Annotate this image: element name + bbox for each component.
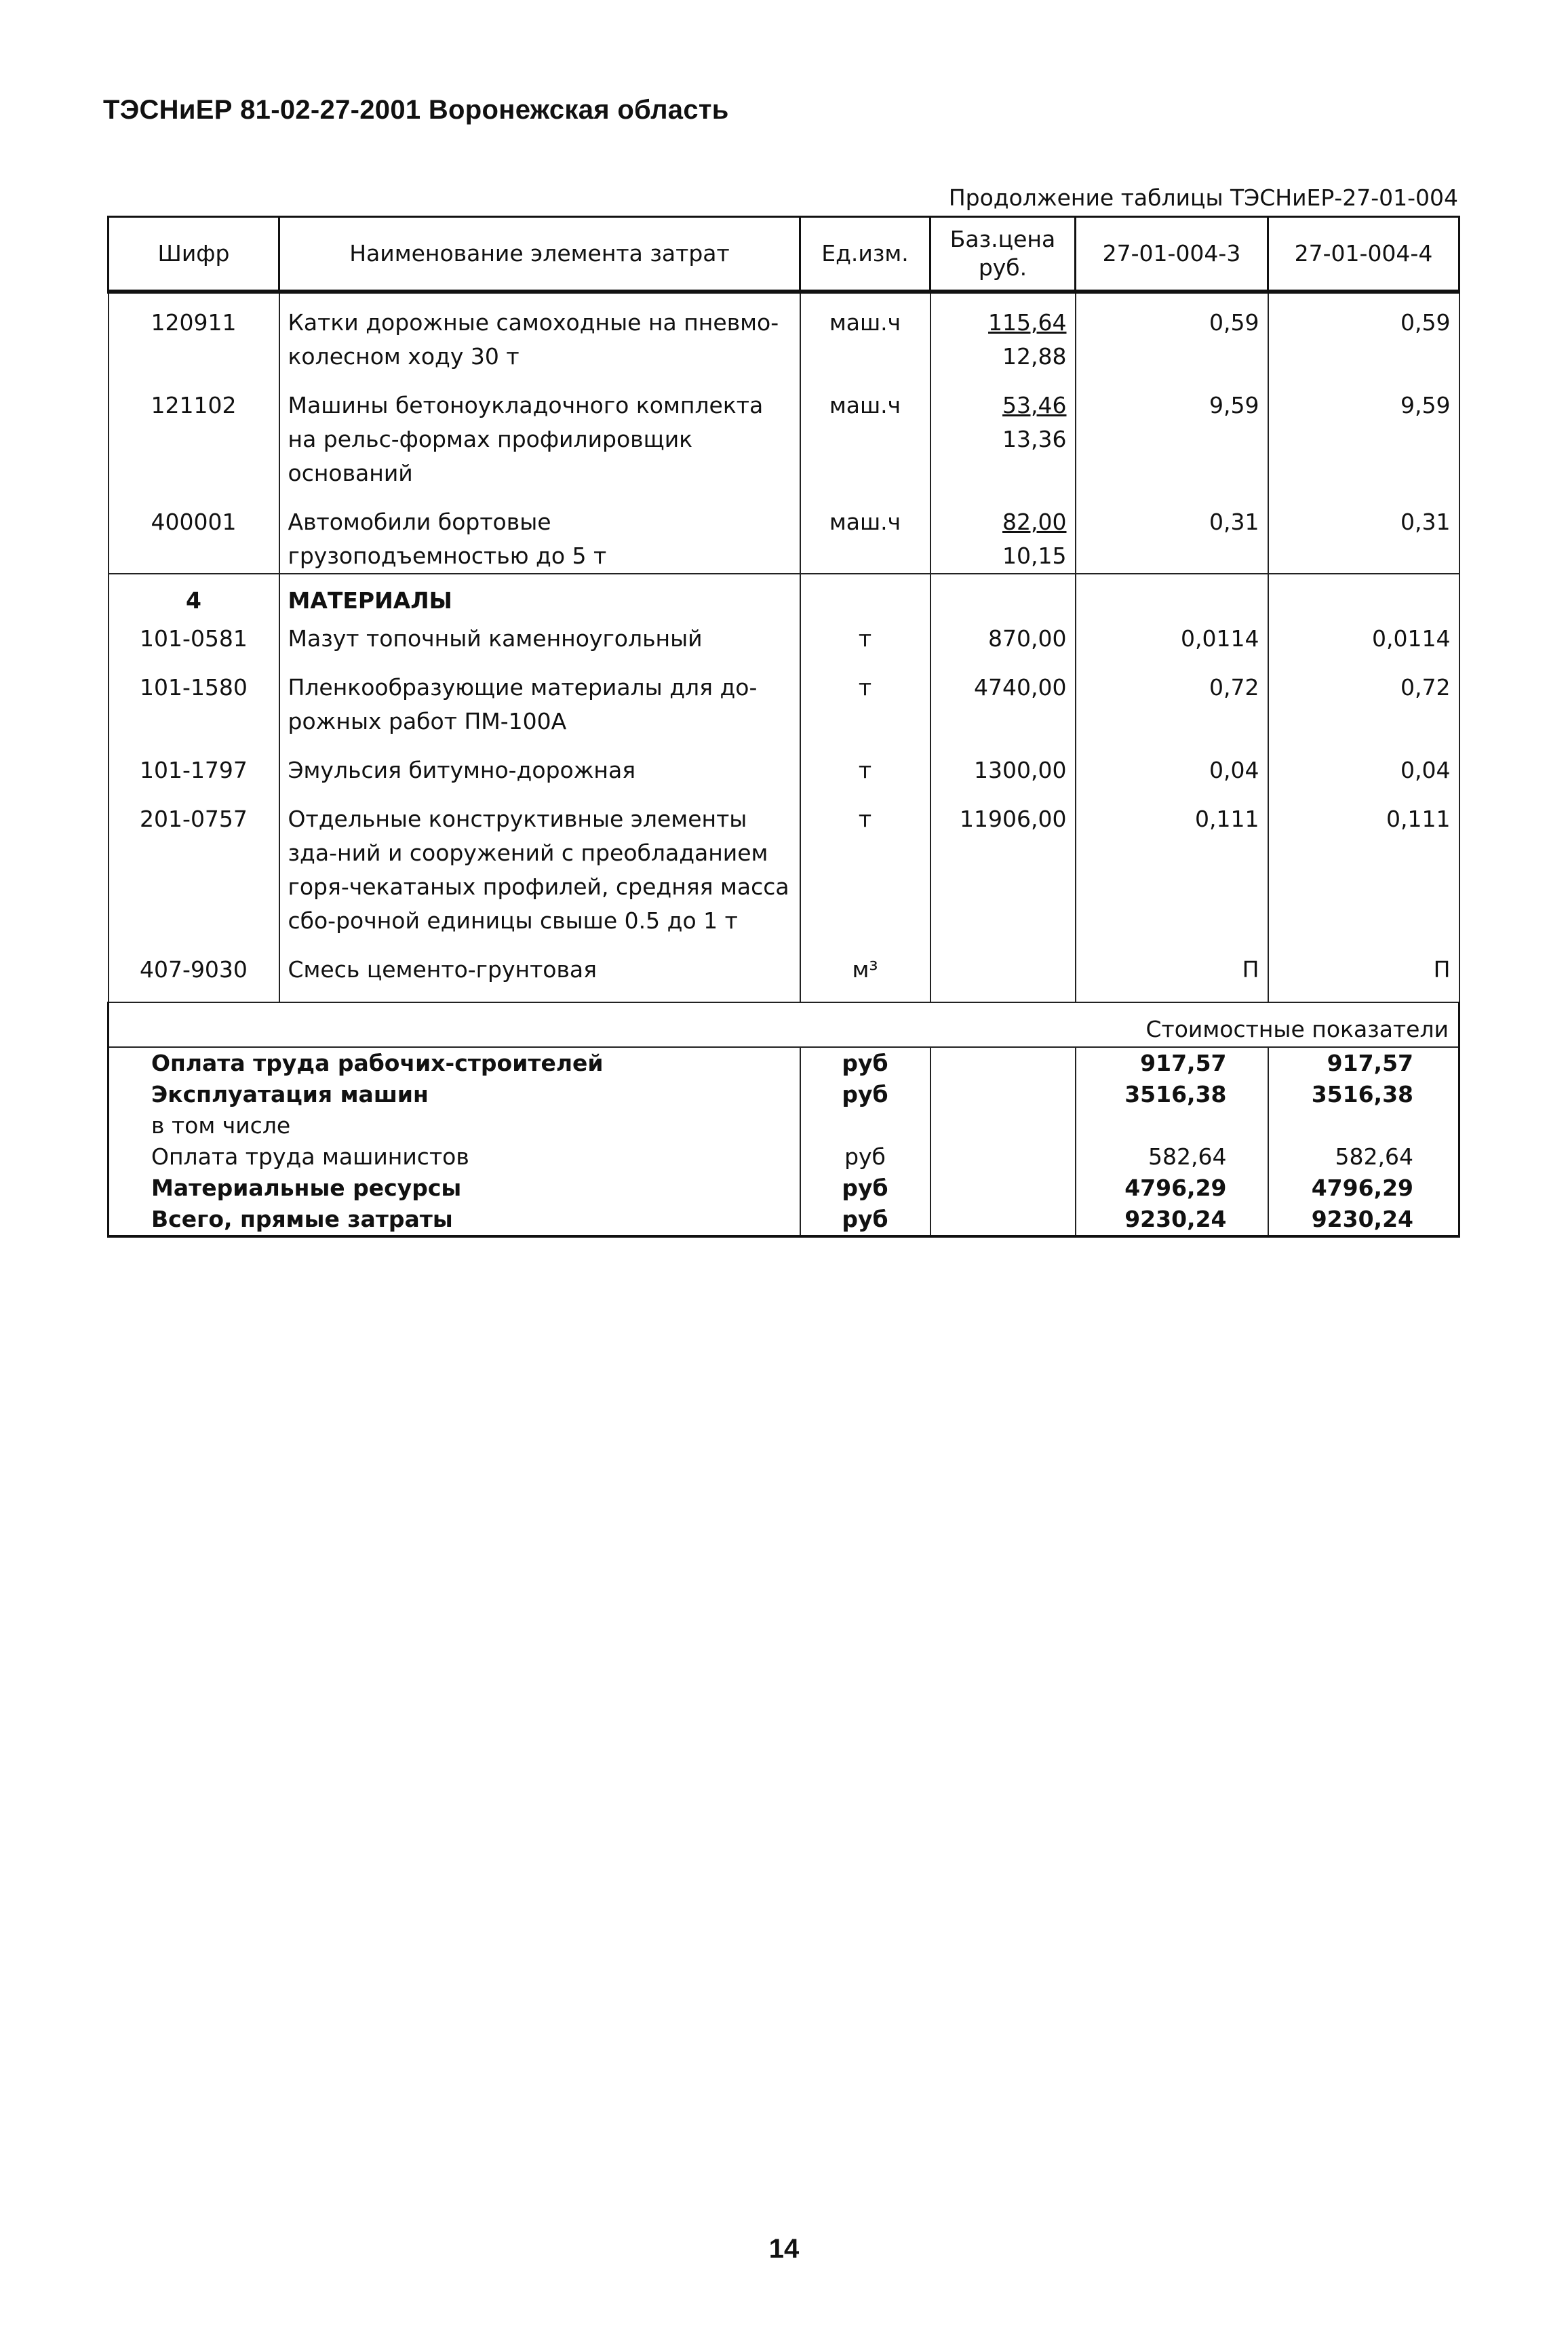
row-value-variant-4: 0,31 (1268, 505, 1459, 574)
summary-label: Всего, прямые затраты (109, 1204, 800, 1236)
row-unit: т (800, 622, 930, 671)
summary-label: Оплата труда машинистов (109, 1141, 800, 1173)
row-name: Мазут топочный каменноугольный (279, 622, 800, 671)
column-header-variant-4: 27-01-004-4 (1268, 217, 1459, 292)
row-price (930, 505, 1076, 574)
row-value-variant-4: 0,0114 (1268, 622, 1459, 671)
row-code: 407-9030 (109, 953, 279, 1002)
summary-value-variant-4: 3516,38 (1268, 1079, 1459, 1110)
summary-row (109, 1204, 1459, 1236)
summary-label: Эксплуатация машин (109, 1079, 800, 1110)
summary-value-variant-3: 917,57 (1076, 1047, 1268, 1079)
summary-row (109, 1079, 1459, 1110)
page-header-title: ТЭСНиЕР 81-02-27-2001 Воронежская область (103, 95, 729, 125)
table-row (109, 505, 1459, 574)
row-value-variant-4: П (1268, 953, 1459, 1002)
price-base: 53,46 (1002, 392, 1067, 418)
column-header-unit: Ед.изм. (800, 217, 930, 292)
summary-unit: руб (800, 1079, 930, 1110)
summary-label: Оплата труда рабочих-строителей (109, 1047, 800, 1079)
summary-label: в том числе (109, 1110, 800, 1141)
section-title: МАТЕРИАЛЫ (279, 574, 800, 622)
table-continuation-caption: Продолжение таблицы ТЭСНиЕР-27-01-004 (948, 184, 1458, 211)
price-wage: 10,15 (1002, 543, 1067, 569)
section-heading-row (109, 574, 1459, 622)
row-unit: т (800, 802, 930, 953)
row-price (930, 389, 1076, 505)
table-row (109, 671, 1459, 753)
summary-unit: руб (800, 1047, 930, 1079)
row-name: Отдельные конструктивные элементы зда-ний и сооружений с преобладанием горя-чекатаных профилей, средняя масса сбо-рочной единицы свыше 0.5 до 1 т (279, 802, 800, 953)
price-wage: 12,88 (1002, 343, 1067, 370)
row-code: 400001 (109, 505, 279, 574)
row-name: Эмульсия битумно-дорожная (279, 753, 800, 802)
row-value-variant-3: 9,59 (1076, 389, 1268, 505)
price-base: 115,64 (988, 309, 1067, 336)
row-unit: маш.ч (800, 389, 930, 505)
summary-unit: руб (800, 1141, 930, 1173)
row-code: 101-1797 (109, 753, 279, 802)
table-row (109, 622, 1459, 671)
summary-row (109, 1047, 1459, 1079)
row-price: 4740,00 (930, 671, 1076, 753)
row-value-variant-4: 9,59 (1268, 389, 1459, 505)
row-price: 1300,00 (930, 753, 1076, 802)
resource-table (107, 216, 1460, 1238)
summary-value-variant-4: 4796,29 (1268, 1173, 1459, 1204)
row-name: Пленкообразующие материалы для до-рожных работ ПМ-100А (279, 671, 800, 753)
column-header-price: Баз.цена руб. (930, 217, 1076, 292)
price-wage: 13,36 (1002, 426, 1067, 452)
summary-value-variant-3 (1076, 1110, 1268, 1141)
table-row (109, 389, 1459, 505)
row-value-variant-4: 0,72 (1268, 671, 1459, 753)
row-value-variant-4: 0,111 (1268, 802, 1459, 953)
table-row (109, 753, 1459, 802)
row-code: 201-0757 (109, 802, 279, 953)
summary-value-variant-4 (1268, 1110, 1459, 1141)
column-header-variant-3: 27-01-004-3 (1076, 217, 1268, 292)
summary-value-variant-3: 3516,38 (1076, 1079, 1268, 1110)
row-value-variant-3: 0,72 (1076, 671, 1268, 753)
row-code: 101-0581 (109, 622, 279, 671)
summary-value-variant-3: 9230,24 (1076, 1204, 1268, 1236)
row-name: Машины бетоноукладочного комплекта на рельс-формах профилировщик оснований (279, 389, 800, 505)
row-value-variant-3: 0,31 (1076, 505, 1268, 574)
table-body (109, 292, 1459, 1236)
row-code: 101-1580 (109, 671, 279, 753)
row-name: Катки дорожные самоходные на пневмо-колесном ходу 30 т (279, 292, 800, 389)
row-value-variant-3: 0,111 (1076, 802, 1268, 953)
table-row (109, 292, 1459, 389)
cost-indicators-heading: Стоимостные показатели (109, 1002, 1459, 1047)
row-unit: т (800, 753, 930, 802)
summary-unit: руб (800, 1173, 930, 1204)
row-value-variant-3: 0,04 (1076, 753, 1268, 802)
row-value-variant-3: П (1076, 953, 1268, 1002)
row-code: 121102 (109, 389, 279, 505)
row-unit: т (800, 671, 930, 753)
summary-value-variant-4: 582,64 (1268, 1141, 1459, 1173)
row-unit: м³ (800, 953, 930, 1002)
row-price: 11906,00 (930, 802, 1076, 953)
row-unit: маш.ч (800, 505, 930, 574)
row-price: 870,00 (930, 622, 1076, 671)
row-name: Автомобили бортовые грузоподъемностью до 5 т (279, 505, 800, 574)
summary-row (109, 1141, 1459, 1173)
page-number: 14 (768, 2234, 800, 2264)
summary-row (109, 1110, 1459, 1141)
row-value-variant-3: 0,0114 (1076, 622, 1268, 671)
row-value-variant-4: 0,59 (1268, 292, 1459, 389)
summary-value-variant-3: 4796,29 (1076, 1173, 1268, 1204)
column-header-code: Шифр (109, 217, 279, 292)
row-price (930, 953, 1076, 1002)
summary-label: Материальные ресурсы (109, 1173, 800, 1204)
summary-value-variant-4: 9230,24 (1268, 1204, 1459, 1236)
column-header-name: Наименование элемента затрат (279, 217, 800, 292)
summary-unit (800, 1110, 930, 1141)
table-row (109, 802, 1459, 953)
summary-value-variant-3: 582,64 (1076, 1141, 1268, 1173)
summary-unit: руб (800, 1204, 930, 1236)
section-code: 4 (109, 574, 279, 622)
row-name: Смесь цементо-грунтовая (279, 953, 800, 1002)
row-price (930, 292, 1076, 389)
cost-indicators-row (109, 1002, 1459, 1047)
row-value-variant-4: 0,04 (1268, 753, 1459, 802)
row-code: 120911 (109, 292, 279, 389)
row-unit: маш.ч (800, 292, 930, 389)
summary-value-variant-4: 917,57 (1268, 1047, 1459, 1079)
table-row (109, 953, 1459, 1002)
summary-row (109, 1173, 1459, 1204)
table-header (109, 217, 1459, 292)
price-base: 82,00 (1002, 509, 1067, 535)
row-value-variant-3: 0,59 (1076, 292, 1268, 389)
